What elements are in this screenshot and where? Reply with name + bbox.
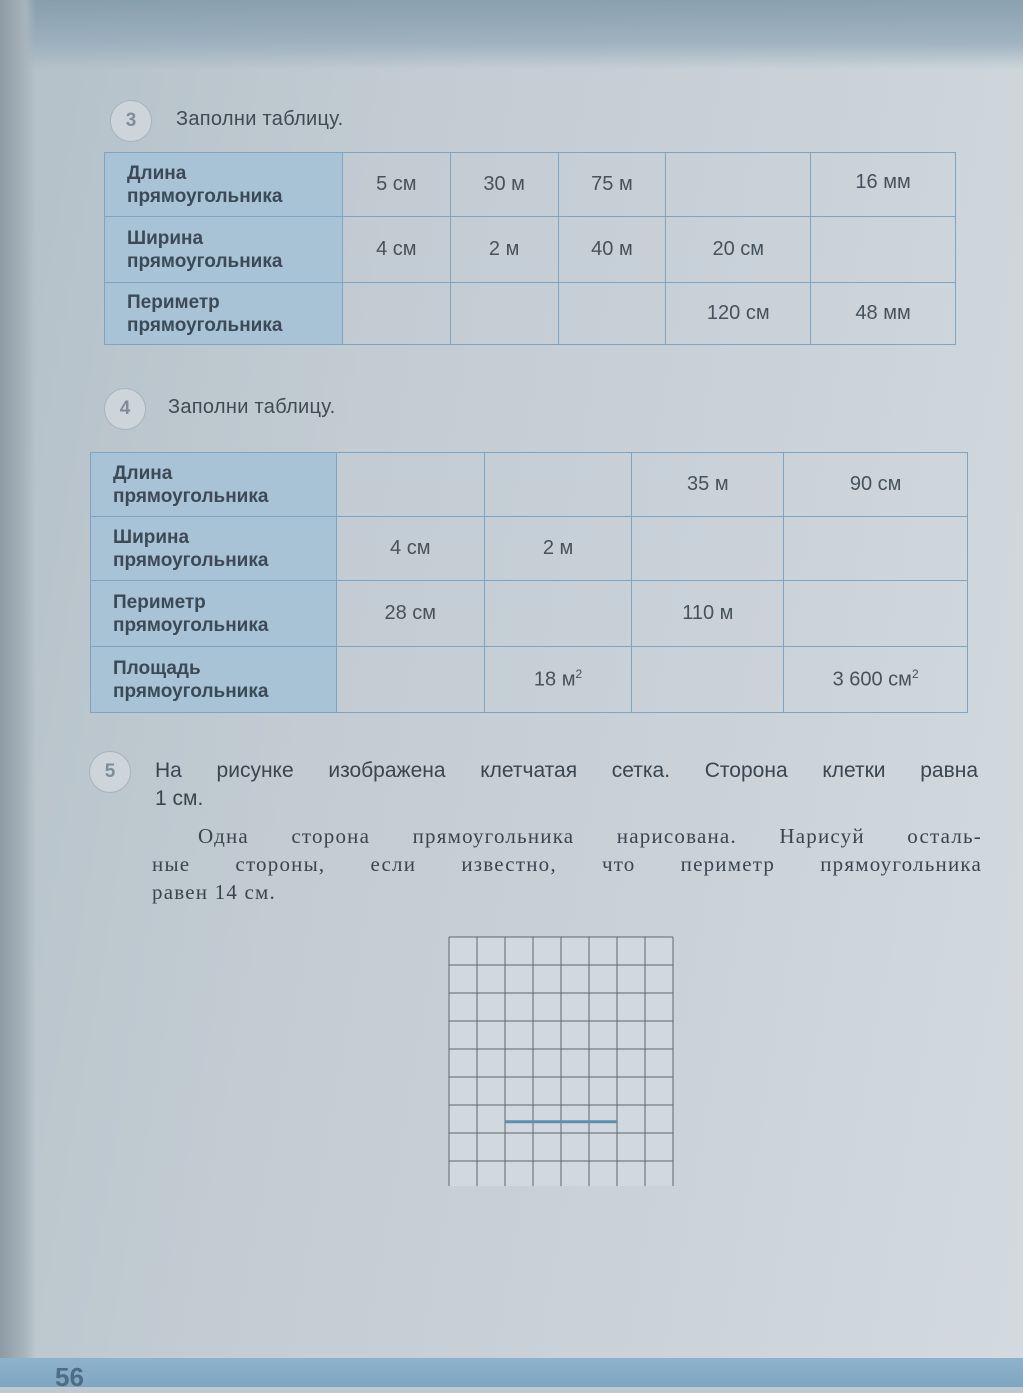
task-5-statement: На рисунке изображена клетчатая сетка. Сторона клетки равна bbox=[155, 759, 978, 782]
table-row bbox=[105, 283, 956, 345]
row-header: Периметр прямоугольника bbox=[105, 283, 343, 345]
table-cell[interactable]: 2 м bbox=[484, 517, 632, 581]
table-row bbox=[105, 217, 956, 283]
table-cell[interactable]: 28 см bbox=[336, 581, 484, 647]
table-cell[interactable] bbox=[336, 453, 484, 517]
table-cell[interactable]: 18 $м^2$ bbox=[484, 647, 632, 713]
task-5-statement-cont: 1 см. bbox=[155, 787, 204, 810]
book-spine-shadow bbox=[0, 0, 36, 1387]
task-5-instruction bbox=[152, 822, 982, 906]
table-cell[interactable]: 3 600 $см^2$ bbox=[784, 647, 968, 713]
table-cell[interactable]: 75 м bbox=[558, 153, 666, 217]
table-cell[interactable]: 30 м bbox=[450, 153, 558, 217]
table-cell[interactable]: 120 см bbox=[666, 283, 811, 345]
table-cell[interactable]: 90 см bbox=[784, 453, 968, 517]
table-row bbox=[91, 517, 968, 581]
table-cell[interactable] bbox=[336, 647, 484, 713]
task-4-title: Заполни таблицу. bbox=[168, 396, 336, 418]
table-cell[interactable] bbox=[342, 283, 450, 345]
table-cell[interactable] bbox=[811, 217, 956, 283]
table-cell[interactable] bbox=[784, 581, 968, 647]
instruction-line: ные стороны, если известно, что периметр прямоугольника bbox=[152, 852, 982, 876]
task-3-title: Заполни таблицу. bbox=[176, 108, 344, 130]
table-cell[interactable]: 20 см bbox=[666, 217, 811, 283]
table-cell[interactable] bbox=[450, 283, 558, 345]
table-cell[interactable] bbox=[784, 517, 968, 581]
row-header: Ширина прямоугольника bbox=[91, 517, 337, 581]
table-cell[interactable] bbox=[484, 453, 632, 517]
task-5-number: 5 bbox=[89, 751, 131, 793]
table-row bbox=[91, 581, 968, 647]
row-header: Ширина прямоугольника bbox=[105, 217, 343, 283]
table-cell[interactable]: 5 см bbox=[342, 153, 450, 217]
table-cell[interactable] bbox=[558, 283, 666, 345]
instruction-line: равен 14 см. bbox=[152, 880, 276, 904]
task-4-table bbox=[90, 452, 968, 713]
table-cell[interactable]: 4 см bbox=[336, 517, 484, 581]
table-row bbox=[105, 153, 956, 217]
row-header: Длина прямоугольника bbox=[91, 453, 337, 517]
task-3-number: 3 bbox=[110, 100, 152, 142]
table-cell[interactable]: 40 м bbox=[558, 217, 666, 283]
row-header: Площадь прямоугольника bbox=[91, 647, 337, 713]
page-number: 56 bbox=[55, 1362, 84, 1392]
row-header: Периметр прямоугольника bbox=[91, 581, 337, 647]
table-cell[interactable]: 4 см bbox=[342, 217, 450, 283]
page-top-band bbox=[0, 0, 1023, 70]
row-header: Длина прямоугольника bbox=[105, 153, 343, 217]
table-row bbox=[91, 453, 968, 517]
table-cell[interactable] bbox=[632, 647, 784, 713]
table-cell[interactable]: 110 м bbox=[632, 581, 784, 647]
task-4-number: 4 bbox=[104, 388, 146, 430]
table-cell[interactable] bbox=[632, 517, 784, 581]
square-grid[interactable] bbox=[446, 934, 678, 1186]
page-bottom-band bbox=[0, 1358, 1023, 1387]
table-cell[interactable] bbox=[484, 581, 632, 647]
table-cell[interactable]: 48 мм bbox=[811, 283, 956, 345]
table-cell[interactable]: 35 м bbox=[632, 453, 784, 517]
table-cell[interactable] bbox=[666, 153, 811, 217]
table-row bbox=[91, 647, 968, 713]
task-3-table bbox=[104, 152, 956, 345]
instruction-line: Одна сторона прямоугольника нарисована. Нарисуй осталь- bbox=[198, 824, 982, 848]
table-cell[interactable]: 2 м bbox=[450, 217, 558, 283]
table-cell[interactable]: 16 мм bbox=[811, 153, 956, 217]
